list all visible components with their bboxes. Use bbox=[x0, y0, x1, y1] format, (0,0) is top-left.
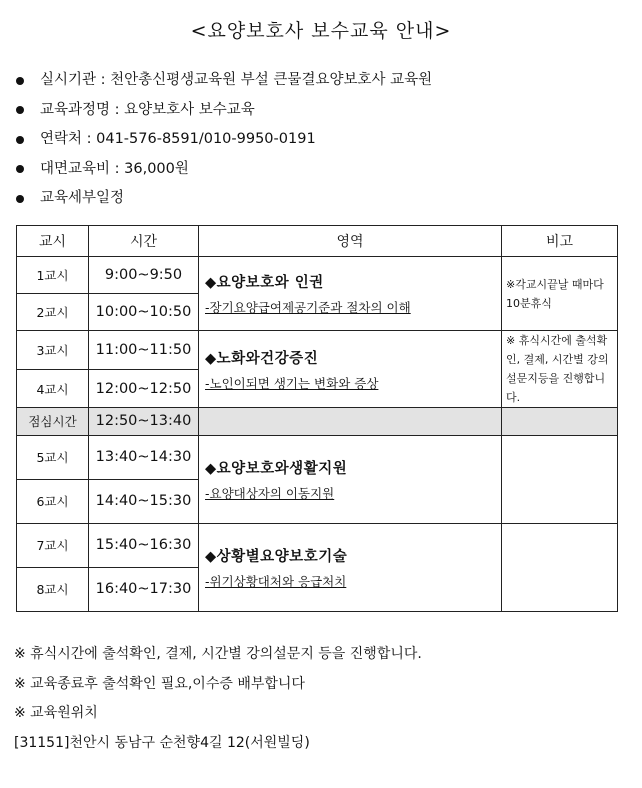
area-subtitle: -노인이되면 생기는 변화와 증상 bbox=[205, 375, 379, 391]
time-cell: 13:40~14:30 bbox=[89, 435, 199, 479]
table-row bbox=[17, 523, 618, 567]
note-cell: ※각교시끝날 때마다 10분휴식 bbox=[502, 257, 618, 331]
period-cell: 2교시 bbox=[17, 294, 89, 331]
area-title: ◆요양보호와 인권 bbox=[205, 275, 324, 292]
bullet-icon bbox=[16, 195, 24, 203]
bullet-icon bbox=[16, 165, 24, 173]
period-cell: 1교시 bbox=[17, 257, 89, 294]
header-area: 영역 bbox=[199, 226, 502, 257]
note-cell-empty bbox=[502, 435, 618, 523]
info-item-schedule-heading: 교육세부일정 bbox=[12, 184, 632, 214]
time-cell: 11:00~11:50 bbox=[89, 331, 199, 370]
page-title: <요양보호사 보수교육 안내> bbox=[190, 20, 452, 42]
time-cell: 10:00~10:50 bbox=[89, 294, 199, 331]
period-cell: 3교시 bbox=[17, 331, 89, 370]
time-cell: 15:40~16:30 bbox=[89, 523, 199, 567]
period-cell: 5교시 bbox=[17, 435, 89, 479]
time-cell: 9:00~9:50 bbox=[89, 257, 199, 294]
table-row bbox=[17, 435, 618, 479]
lunch-row bbox=[17, 408, 618, 435]
note-cell-empty bbox=[502, 523, 618, 611]
bullet-icon bbox=[16, 136, 24, 144]
info-item-contact: 연락처 : 041-576-8591/010-9950-0191 bbox=[12, 125, 632, 155]
time-cell: 12:00~12:50 bbox=[89, 369, 199, 408]
time-cell: 16:40~17:30 bbox=[89, 567, 199, 611]
period-cell: 4교시 bbox=[17, 369, 89, 408]
time-cell: 14:40~15:30 bbox=[89, 479, 199, 523]
info-item-course: 교육과정명 : 요양보호사 보수교육 bbox=[12, 96, 632, 126]
area-cell bbox=[199, 257, 502, 331]
footer-note-location-label: ※ 교육원위치 bbox=[14, 705, 98, 721]
footer-address: [31151]천안시 동남구 순천향4길 12(서원빌딩) bbox=[14, 734, 310, 751]
area-title: ◆노화와건강증진 bbox=[205, 350, 319, 367]
bullet-icon bbox=[16, 77, 24, 85]
area-cell-empty bbox=[199, 408, 502, 435]
area-subtitle: -장기요양급여제공기준과 절차의 이해 bbox=[205, 300, 411, 316]
schedule-table bbox=[16, 225, 618, 612]
table-row bbox=[17, 257, 618, 294]
period-cell: 8교시 bbox=[17, 567, 89, 611]
area-cell bbox=[199, 523, 502, 611]
area-subtitle: -위기상황대처와 응급처치 bbox=[205, 573, 347, 589]
table-row bbox=[17, 331, 618, 370]
header-time: 시간 bbox=[89, 226, 199, 257]
footer-note-certificate: ※ 교육종료후 출석확인 필요,이수증 배부합니다 bbox=[14, 675, 305, 692]
time-cell: 12:50~13:40 bbox=[89, 408, 199, 435]
table-header-row bbox=[17, 226, 618, 257]
note-cell-empty bbox=[502, 408, 618, 435]
area-title: ◆상황별요양보호기술 bbox=[205, 548, 348, 565]
info-list bbox=[12, 66, 632, 214]
footer-notes bbox=[14, 640, 634, 758]
header-note: 비고 bbox=[502, 226, 618, 257]
period-cell: 7교시 bbox=[17, 523, 89, 567]
area-title: ◆요양보호와생활지원 bbox=[205, 460, 348, 477]
area-cell bbox=[199, 331, 502, 408]
period-cell: 점심시간 bbox=[17, 408, 89, 435]
area-subtitle: -요양대상자의 이동지원 bbox=[205, 485, 335, 501]
header-period: 교시 bbox=[17, 226, 89, 257]
info-item-fee: 대면교육비 : 36,000원 bbox=[12, 155, 632, 185]
bullet-icon bbox=[16, 106, 24, 114]
info-item-institution: 실시기관 : 천안총신평생교육원 부설 큰물결요양보호사 교육원 bbox=[12, 66, 632, 96]
footer-note-break: ※ 휴식시간에 출석확인, 결제, 시간별 강의설문지 등을 진행합니다. bbox=[14, 646, 422, 662]
area-cell bbox=[199, 435, 502, 523]
note-cell: ※ 휴식시간에 출석확인, 결제, 시간별 강의설문지등을 진행합니다. bbox=[502, 331, 618, 408]
period-cell: 6교시 bbox=[17, 479, 89, 523]
